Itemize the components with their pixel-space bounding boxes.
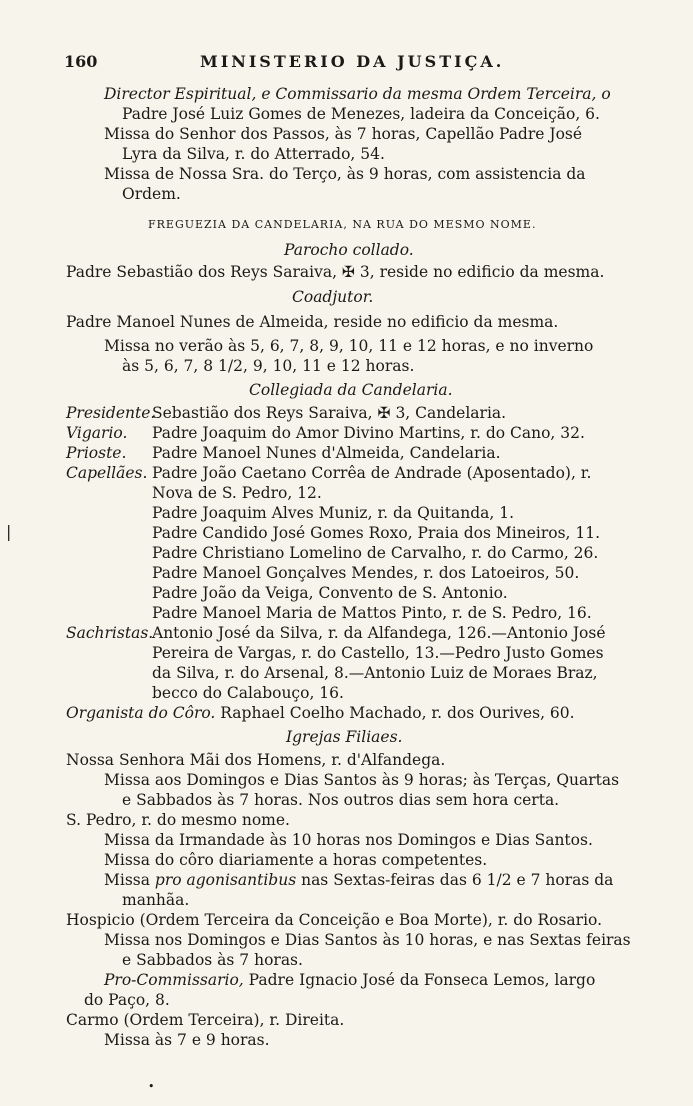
line-text: Director Espiritual, e Commissario da mesma Ordem Terceira, o [104,85,611,103]
line-text: Ordem. [122,185,181,203]
text-line [104,870,613,890]
line-text: Missa nos Domingos e Dias Santos às 10 horas, e nas Sextas feiras [104,931,631,949]
text-line [152,483,322,503]
entry-label: Sachristas. [66,624,154,642]
entry-label: Capellães. [66,464,148,482]
line-text: Missa do Senhor dos Passos, às 7 horas, Capellão Padre José [104,125,583,143]
line-text: Collegiada da Candelaria. [249,381,453,399]
line-text: Padre Manoel Gonçalves Mendes, r. dos Latoeiros, 50. [152,564,580,582]
text-line [122,144,385,164]
text-line [152,563,579,583]
text-line [66,623,606,643]
page-number: 160 [64,52,98,71]
line-text: Nossa Senhora Mãi dos Homens, r. d'Alfandega. [66,751,446,769]
print-speck: • [148,1080,155,1093]
line-text: FREGUEZIA DA CANDELARIA, NA RUA DO MESMO NOME. [148,218,537,231]
text-line [152,543,598,563]
text-line [122,950,303,970]
text-line [122,104,600,124]
text-line [104,830,593,850]
line-text: às 5, 6, 7, 8 1/2, 9, 10, 11 e 12 horas. [122,357,415,375]
line-text: Pro-Commissario, [104,971,244,989]
text-line [104,970,595,990]
line-text: Organista do Côro. [66,704,216,722]
line-text: Padre João Caetano Corrêa de Andrade (Aposentado), r. [152,464,592,482]
line-text: Missa [104,871,155,889]
line-text: Hospicio (Ordem Terceira da Conceição e Boa Morte), r. do Rosario. [66,911,603,929]
text-line [122,890,189,910]
text-line [284,240,414,260]
line-text-rest: Raphael Coelho Machado, r. dos Ourives, 60. [215,704,575,722]
text-line [122,790,559,810]
text-line [104,770,619,790]
text-line [152,603,592,623]
text-line [104,124,582,144]
line-text: Nova de S. Pedro, 12. [152,484,322,502]
line-text: Igrejas Filiaes. [286,728,403,746]
line-text: Lyra da Silva, r. do Atterrado, 54. [122,145,385,163]
line-text: Missa às 7 e 9 horas. [104,1031,270,1049]
text-line [249,380,453,400]
margin-mark: | [6,522,12,541]
line-text: do Paço, 8. [84,991,170,1009]
entry-label: Vigario. [66,424,128,442]
line-text: Padre Joaquim do Amor Divino Martins, r. do Cano, 32. [152,424,585,442]
text-line [104,336,593,356]
line-text: becco do Calabouço, 16. [152,684,344,702]
text-line [122,356,414,376]
text-line [152,663,598,683]
text-line [292,287,373,307]
text-line [66,910,602,930]
line-text: Padre Candido José Gomes Roxo, Praia dos Mineiros, 11. [152,524,601,542]
line-text: Antonio José da Silva, r. da Alfandega, 126.—Antonio José [152,624,606,642]
text-line [152,503,514,523]
line-text: Padre Manoel Nunes d'Almeida, Candelaria. [152,444,501,462]
line-text: Padre João da Veiga, Convento de S. Antonio. [152,584,508,602]
text-line [66,443,501,463]
text-line [152,583,508,603]
line-text: e Sabbados às 7 horas. Nos outros dias sem hora certa. [122,791,560,809]
line-text: Padre José Luiz Gomes de Menezes, ladeira da Conceição, 6. [122,105,600,123]
text-line [104,164,586,184]
text-line [152,683,344,703]
entry-label: Presidente. [66,404,156,422]
text-line [286,727,402,747]
line-text: Carmo (Ordem Terceira), r. Direita. [66,1011,345,1029]
entry-label: Prioste. [66,444,127,462]
line-text: Padre Christiano Lomelino de Carvalho, r. do Carmo, 26. [152,544,599,562]
text-line [152,643,604,663]
text-line [66,463,591,483]
line-text: Padre Manoel Maria de Mattos Pinto, r. de S. Pedro, 16. [152,604,592,622]
line-text: Sebastião dos Reys Saraiva, ✠ 3, Candelaria. [152,404,507,422]
text-line [122,184,181,204]
text-line [66,1010,344,1030]
text-line [66,403,506,423]
page-header: MINISTERIO DA JUSTIÇA. [200,52,505,71]
line-text: Padre Sebastião dos Reys Saraiva, ✠ 3, reside no edificio da mesma. [66,263,605,281]
line-text: S. Pedro, r. do mesmo nome. [66,811,290,829]
text-line [104,930,631,950]
line-text: Missa aos Domingos e Dias Santos às 9 horas; às Terças, Quartas [104,771,620,789]
line-text: Missa do côro diariamente a horas competentes. [104,851,488,869]
text-line [66,750,445,770]
text-line [148,215,536,235]
italic-phrase: pro agonisantibus [154,871,297,889]
line-text: Missa da Irmandade às 10 horas nos Domingos e Dias Santos. [104,831,593,849]
line-text: Padre Manoel Nunes de Almeida, reside no edificio da mesma. [66,313,559,331]
text-line [104,84,611,104]
text-line [66,312,558,332]
line-text: da Silva, r. do Arsenal, 8.—Antonio Luiz de Moraes Braz, [152,664,598,682]
text-line [104,1030,270,1050]
line-text-rest: Padre Ignacio José da Fonseca Lemos, largo [243,971,596,989]
line-text: Parocho collado. [284,241,414,259]
text-line [152,523,600,543]
line-text: Missa no verão às 5, 6, 7, 8, 9, 10, 11 e 12 horas, e no inverno [104,337,594,355]
text-line [84,990,170,1010]
text-line [66,262,604,282]
line-text-rest: nas Sextas-feiras das 6 1/2 e 7 horas da [296,871,614,889]
line-text: manhãa. [122,891,190,909]
text-line [66,703,575,723]
line-text: e Sabbados às 7 horas. [122,951,303,969]
text-line [104,850,487,870]
line-text: Padre Joaquim Alves Muniz, r. da Quitanda, 1. [152,504,515,522]
line-text: Coadjutor. [292,288,374,306]
text-line [66,423,585,443]
line-text: Pereira de Vargas, r. do Castello, 13.—Pedro Justo Gomes [152,644,604,662]
text-line [66,810,290,830]
line-text: Missa de Nossa Sra. do Terço, às 9 horas, com assistencia da [104,165,586,183]
